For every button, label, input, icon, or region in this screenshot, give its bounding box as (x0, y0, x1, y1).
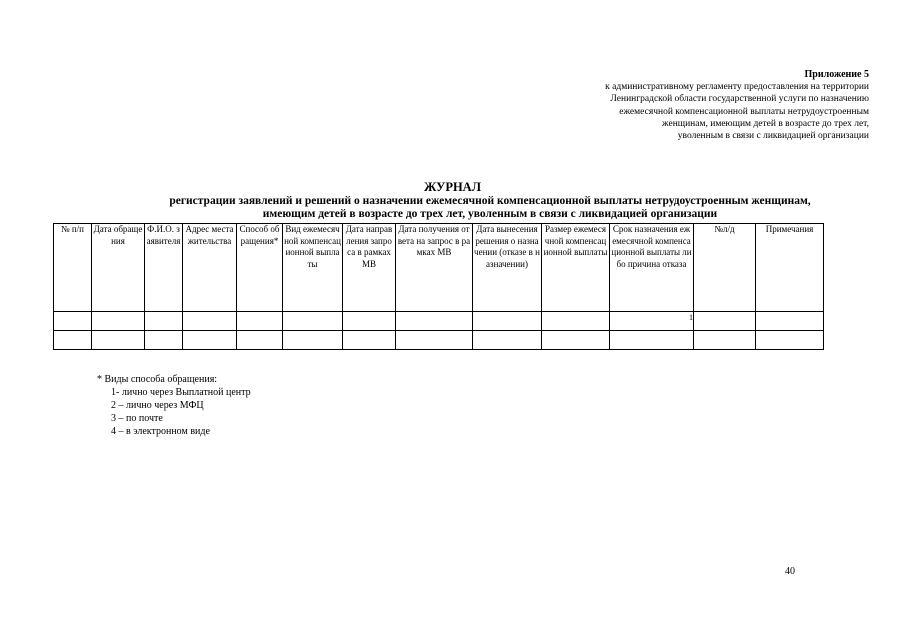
column-header: Вид ежемесячной компенсационной выплаты (283, 224, 343, 312)
appendix-line: Ленинградской области государственной услуги по назначению (610, 94, 869, 105)
column-header: Адрес места жительства (183, 224, 237, 312)
appendix-title: Приложение 5 (804, 69, 869, 80)
footnote-item: 2 – лично через МФЦ (111, 400, 204, 411)
journal-title: ЖУРНАЛ (423, 180, 482, 194)
page-number: 40 (785, 566, 795, 577)
column-header: Дата получения ответа на запрос в рамках МВ (396, 224, 473, 312)
footnote-heading: * Виды способа обращения: (97, 374, 218, 385)
column-header: Ф.И.О. заявителя (145, 224, 183, 312)
table-header-row (54, 224, 824, 312)
column-header: № п/п (54, 224, 92, 312)
footnote-item: 1- лично через Выплатной центр (111, 387, 251, 398)
journal-subtitle-line: регистрации заявлений и решений о назначении ежемесячной компенсационной выплаты нетрудоустроенным женщинам, (169, 195, 811, 207)
appendix-line: к административному регламенту предоставления на территории (605, 82, 869, 93)
appendix-line: ежемесячной компенсационной выплаты нетрудоустроенным (619, 106, 869, 117)
column-header: Дата вынесения решения о назначении (отказе в назначении) (473, 224, 542, 312)
table-row (54, 331, 824, 350)
column-header: Примечания (756, 224, 824, 312)
appendix-block (529, 69, 869, 142)
cell-mark: 1 (689, 313, 693, 322)
column-header: Срок назначения ежемесячной компенсационной выплаты либо причина отказа (610, 224, 694, 312)
journal-subtitle (70, 195, 905, 221)
column-header: Способ обращения* (237, 224, 283, 312)
journal-table (53, 223, 824, 350)
column-header: №л/д (694, 224, 756, 312)
footnote-item: 4 – в электронном виде (111, 426, 210, 437)
column-header: Дата обращения (92, 224, 145, 312)
column-header: Размер ежемесячной компенсационной выплаты (542, 224, 610, 312)
footnote-item: 3 – по почте (111, 413, 163, 424)
table-row (54, 312, 824, 331)
footnote-block (97, 373, 251, 438)
appendix-line: уволенным в связи с ликвидацией организации (677, 131, 869, 142)
column-header: Дата направления запроса в рамках МВ (343, 224, 396, 312)
journal-subtitle-line: имеющим детей в возрасте до трех лет, уволенным в связи с ликвидацией организации (262, 208, 718, 220)
appendix-line: женщинам, имеющим детей в возрасте до трех лет, (662, 118, 869, 129)
